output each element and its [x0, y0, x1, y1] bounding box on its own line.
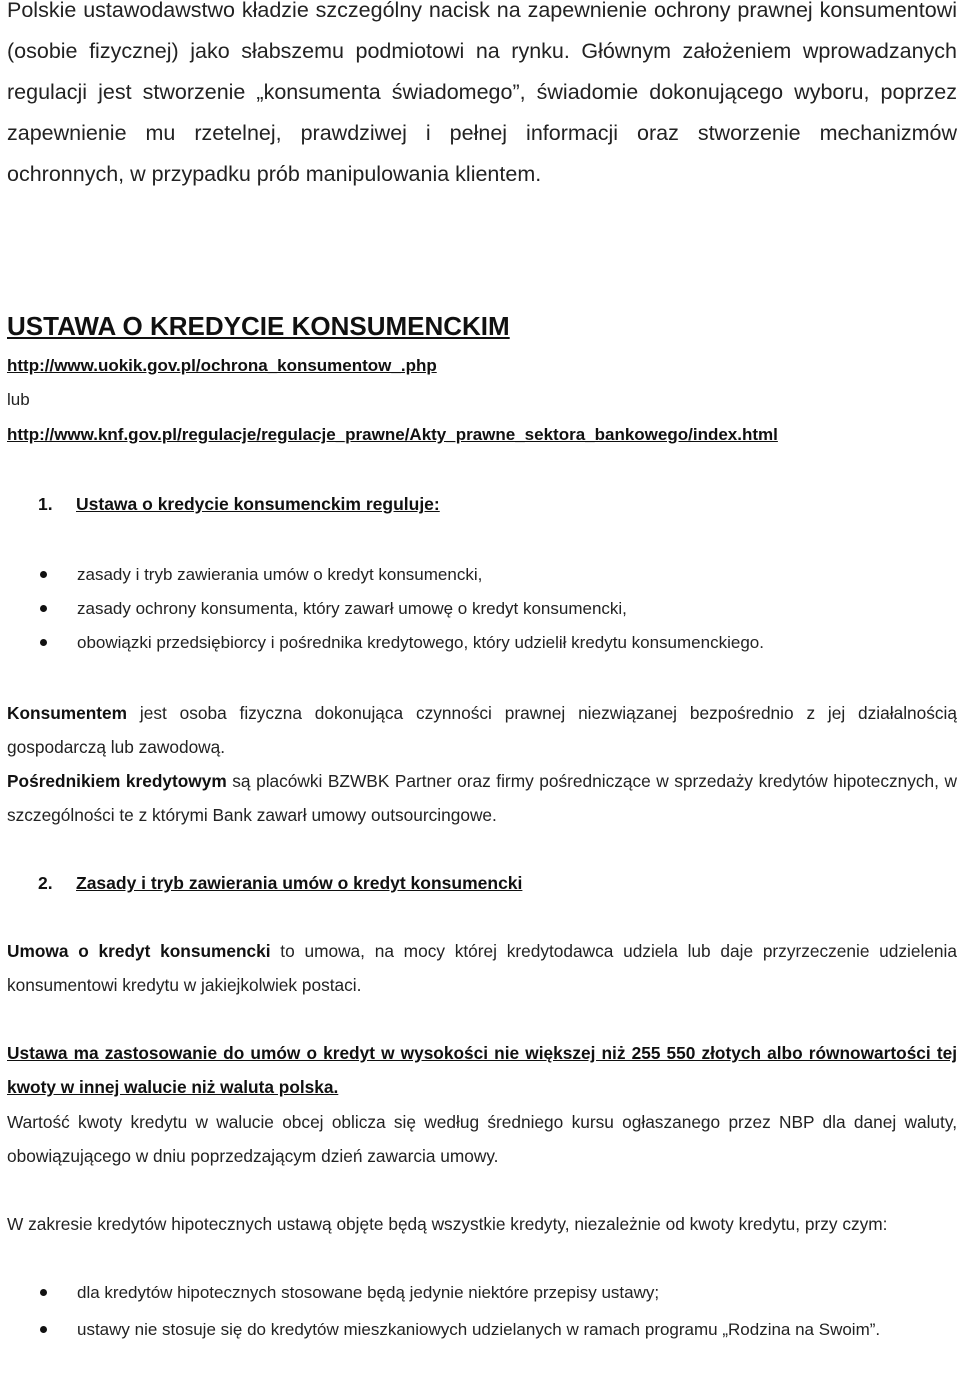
lub-text: lub: [7, 390, 30, 409]
section-1-number: 1.: [38, 494, 53, 514]
bullet-icon: [40, 1326, 47, 1333]
section-2-title: Zasady i tryb zawierania umów o kredyt konsumencki: [76, 873, 523, 893]
section-1-list: [40, 558, 957, 660]
page-title: USTAWA O KREDYCIE KONSUMENCKIM: [7, 311, 510, 341]
list-item: obowiązki przedsiębiorcy i pośrednika kredytowego, który udzielił kredytu konsumenckiego.: [40, 626, 957, 660]
knf-link[interactable]: http://www.knf.gov.pl/regulacje/regulacje_prawne/Akty_prawne_sektora_bankowego/index.html: [7, 425, 778, 444]
wartosc-paragraph: Wartość kwoty kredytu w walucie obcej oblicza się według średniego kursu ogłaszanego przez NBP dla danej waluty, obowiązującego w dniu poprzedzającym dzień zawarcia umowy.: [7, 1112, 957, 1166]
section-2-heading: [38, 873, 938, 897]
bullet-icon: [40, 605, 47, 612]
posrednik-definition: Pośrednikiem kredytowym są placówki BZWBK Partner oraz firmy pośredniczące w sprzedaży kredytów hipotecznych, w szczególności te z którymi Bank zawarł umowy outsourcingowe.: [7, 771, 958, 825]
bullet-icon: [40, 571, 47, 578]
konsument-definition: Konsumentem jest osoba fizyczna dokonująca czynności prawnej niezwiązanej bezpośrednio z jej działalnością gospodarczą lub zawodową.: [7, 703, 957, 757]
section-2-number: 2.: [38, 873, 53, 893]
list-item: zasady ochrony konsumenta, który zawarł umowę o kredyt konsumencki,: [40, 592, 957, 626]
umowa-definition: Umowa o kredyt konsumencki to umowa, na mocy której kredytodawca udziela lub daje przyrzeczenie udzielenia konsumentowi kredytu w jakiejkolwiek postaci.: [7, 941, 957, 995]
list-item: dla kredytów hipotecznych stosowane będą jedynie niektóre przepisy ustawy;: [40, 1276, 957, 1310]
section-1-title: Ustawa o kredycie konsumenckim reguluje:: [76, 494, 440, 514]
list-item: ustawy nie stosuje się do kredytów mieszkaniowych udzielanych w ramach programu „Rodzina na Swoim”.: [40, 1313, 957, 1347]
hipoteczne-list: [40, 1276, 957, 1347]
intro-paragraph: Polskie ustawodawstwo kładzie szczególny nacisk na zapewnienie ochrony prawnej konsumentowi (osobie fizycznej) jako słabszemu podmiotowi na rynku. Głównym założeniem wprowadzanych regulacji jest stworzenie „konsumenta świadomego”, świadomie dokonującego wyboru, poprzez zapewnienie mu rzetelnej, prawdziwej i pełnej informacji oraz stworzenie mechanizmów ochronnych, w przypadku prób manipulowania klientem.: [7, 0, 957, 186]
section-1-heading: [38, 494, 938, 518]
bullet-icon: [40, 639, 47, 646]
zastosowanie-paragraph: Ustawa ma zastosowanie do umów o kredyt w wysokości nie większej niż 255 550 złotych albo równowartości tej kwoty w innej walucie niż waluta polska.: [7, 1043, 957, 1097]
bullet-icon: [40, 1289, 47, 1296]
uokik-link[interactable]: http://www.uokik.gov.pl/ochrona_konsumentow_.php: [7, 356, 437, 375]
hipoteczne-paragraph: W zakresie kredytów hipotecznych ustawą objęte będą wszystkie kredyty, niezależnie od kwoty kredytu, przy czym:: [7, 1214, 888, 1234]
list-item: zasady i tryb zawierania umów o kredyt konsumencki,: [40, 558, 957, 592]
